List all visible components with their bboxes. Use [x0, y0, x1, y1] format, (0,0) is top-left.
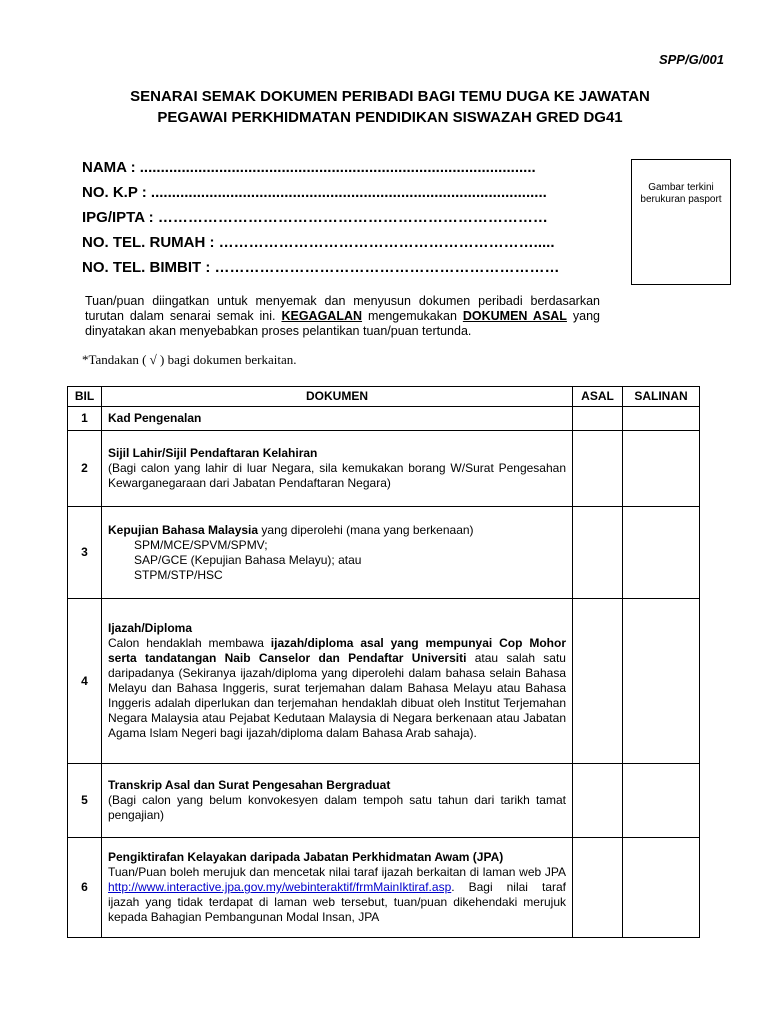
document-title: Ijazah/Diploma: [108, 621, 193, 635]
title-line-1: SENARAI SEMAK DOKUMEN PERIBADI BAGI TEMU DUGA KE JAWATAN: [130, 88, 650, 105]
notice-paragraph: [85, 294, 600, 339]
header-salinan: SALINAN: [623, 387, 700, 407]
salinan-checkbox[interactable]: [623, 764, 700, 838]
document-title-suffix: yang diperolehi (mana yang berkenaan): [258, 522, 474, 537]
document-description: (Bagi calon yang lahir di luar Negara, sila kemukakan borang W/Surat Pengesahan Kewarganegaraan dari Jabatan Pendaftaran Negara): [108, 461, 566, 490]
document-cell: [102, 599, 573, 764]
passport-photo-box: [631, 159, 731, 285]
document-cell: [102, 838, 573, 938]
field-nama[interactable]: NAMA : ...............................................................................................: [82, 159, 536, 176]
document-cell: [102, 507, 573, 599]
desc-text-a: Calon hendaklah membawa: [108, 636, 271, 650]
document-description: [108, 636, 566, 741]
page-title: [60, 86, 720, 128]
asal-checkbox[interactable]: [573, 431, 623, 507]
table-row: [68, 407, 700, 431]
row-number: 2: [68, 431, 102, 507]
salinan-checkbox[interactable]: [623, 407, 700, 431]
list-item: SPM/MCE/SPVM/SPMV;: [134, 537, 268, 552]
document-title: Kepujian Bahasa Malaysia: [108, 522, 259, 537]
list-item: STPM/STP/HSC: [134, 567, 223, 582]
desc-text-a: Tuan/Puan boleh merujuk dan mencetak nilai taraf ijazah berkaitan di laman web JPA: [108, 865, 566, 879]
field-ipg-ipta[interactable]: IPG/IPTA : ……………………………………………………………………: [82, 209, 548, 226]
document-description: [108, 865, 566, 925]
table-row: [68, 599, 700, 764]
applicant-fields: [82, 155, 560, 280]
desc-text-b: atau salah satu daripadanya (Sekiranya ijazah/diploma yang diperolehi dalam bahasa selain Bahasa Melayu dan Bahasa Inggeris, surat terjemahan dalam Bahasa Melayu atau Bahasa Inggeris adalah diperlukan dan terjemahan hendaklah dibuat oleh Institut Terjemahan Negara Malaysia atau Pejabat Kedutaan Malaysia di Negara berkenaan atau Jabatan Agama Islam Negeri bagi ijazah/diploma dalam Bahasa Arab sahaja).: [108, 651, 566, 740]
notice-text-2: mengemukakan: [362, 309, 463, 323]
table-row: [68, 431, 700, 507]
notice-kegagalan: KEGAGALAN: [281, 309, 363, 323]
field-tel-rumah[interactable]: NO. TEL. RUMAH : ……………………………………………………….....: [82, 234, 555, 251]
table-row: [68, 507, 700, 599]
field-no-kp[interactable]: NO. K.P : ...............................................................................................: [82, 184, 547, 201]
header-dokumen: DOKUMEN: [102, 387, 573, 407]
notice-dokumen-asal: DOKUMEN ASAL: [462, 309, 567, 323]
document-checklist-table: [67, 386, 700, 938]
asal-checkbox[interactable]: [573, 764, 623, 838]
photo-box-label: Gambar terkini berukuran pasport: [640, 182, 722, 205]
desc-text-b: . Bagi nilai taraf ijazah yang tidak terdapat di laman web tersebut, tuan/puan dikehendaki merujuk kepada Bahagian Pembangunan Modal Insan, JPA: [108, 880, 566, 924]
jpa-link[interactable]: http://www.interactive.jpa.gov.my/webinteraktif/frmMainIktiraf.asp: [108, 880, 452, 894]
document-cell: [102, 407, 573, 431]
notice-text-3: yang dinyatakan akan menyebabkan proses pelantikan tuan/puan tertunda.: [85, 309, 600, 338]
asal-checkbox[interactable]: [573, 407, 623, 431]
asal-checkbox[interactable]: [573, 599, 623, 764]
header-asal: ASAL: [573, 387, 623, 407]
field-tel-bimbit[interactable]: NO. TEL. BIMBIT : ……………………………………………………………: [82, 259, 560, 276]
notice-text-1: Tuan/puan diingatkan untuk menyemak dan menyusun dokumen peribadi berdasarkan turutan dalam senarai semak ini.: [85, 294, 600, 323]
document-title: Transkrip Asal dan Surat Pengesahan Bergraduat: [108, 778, 391, 792]
table-row: [68, 838, 700, 938]
asal-checkbox[interactable]: [573, 507, 623, 599]
salinan-checkbox[interactable]: [623, 507, 700, 599]
table-header-row: [68, 387, 700, 407]
mark-instruction: *Tandakan ( √ ) bagi dokumen berkaitan.: [82, 352, 297, 367]
document-title: Kad Pengenalan: [108, 411, 202, 425]
form-code: SPP/G/001: [658, 52, 724, 67]
salinan-checkbox[interactable]: [623, 431, 700, 507]
row-number: 1: [68, 407, 102, 431]
list-item: SAP/GCE (Kepujian Bahasa Melayu); atau: [134, 552, 362, 567]
title-line-2: PEGAWAI PERKHIDMATAN PENDIDIKAN SISWAZAH GRED DG41: [157, 109, 623, 126]
desc-text-bold: ijazah/diploma asal yang mempunyai Cop Mohor serta tandatangan Naib Canselor dan Pendaftar Universiti: [108, 636, 567, 665]
row-number: 3: [68, 507, 102, 599]
row-number: 6: [68, 838, 102, 938]
row-number: 4: [68, 599, 102, 764]
header-bil: BIL: [68, 387, 102, 407]
row-number: 5: [68, 764, 102, 838]
asal-checkbox[interactable]: [573, 838, 623, 938]
table-row: [68, 764, 700, 838]
document-title: Pengiktirafan Kelayakan daripada Jabatan Perkhidmatan Awam (JPA): [108, 850, 504, 864]
salinan-checkbox[interactable]: [623, 599, 700, 764]
document-cell: [102, 431, 573, 507]
salinan-checkbox[interactable]: [623, 838, 700, 938]
document-cell: [102, 764, 573, 838]
document-title: Sijil Lahir/Sijil Pendaftaran Kelahiran: [108, 446, 318, 460]
document-description: (Bagi calon yang belum konvokesyen dalam tempoh satu tahun dari tarikh tamat pengajian): [108, 793, 566, 822]
